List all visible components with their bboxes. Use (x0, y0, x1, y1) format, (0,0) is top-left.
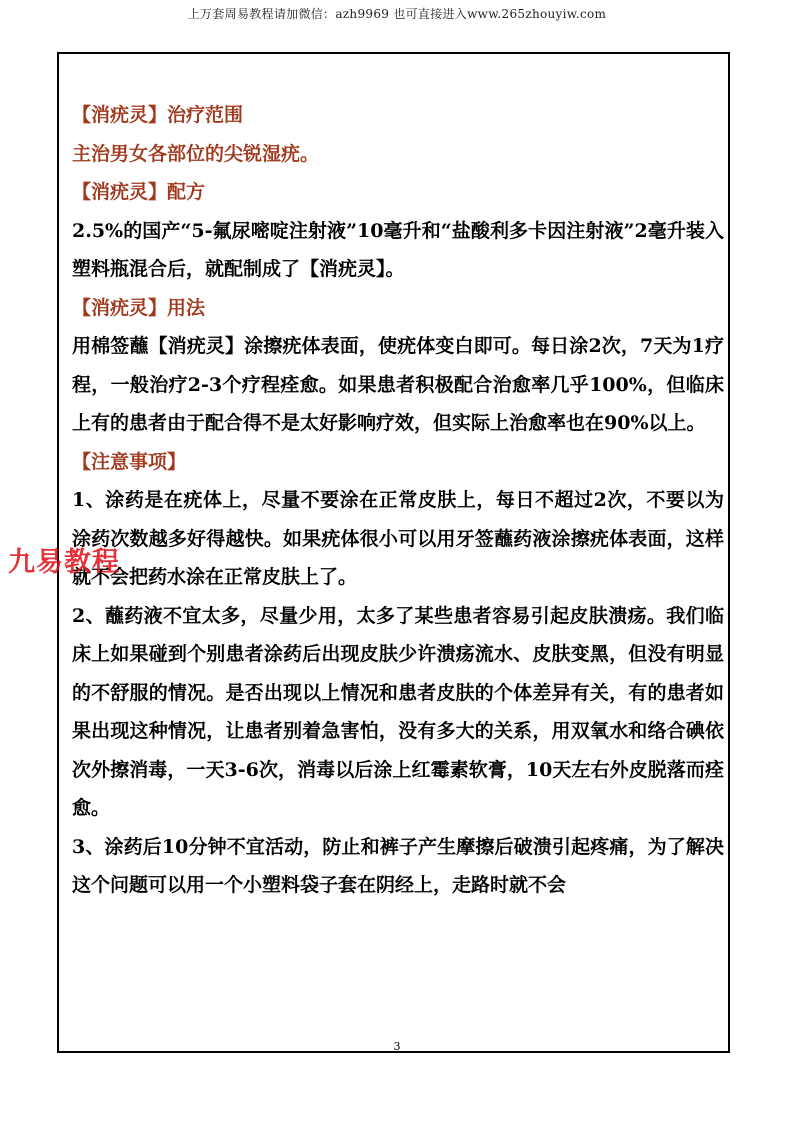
page-header: 上万套周易教程请加微信：azh9969 也可直接进入www.265zhouyiw.com (187, 7, 607, 21)
treatment-scope-text: 主治男女各部位的尖锐湿疣。 (72, 142, 320, 165)
section-heading-usage: 【消疣灵】用法 (72, 296, 206, 319)
precaution-item-2: 2、蘸药液不宜太多，尽量少用，太多了某些患者容易引起皮肤溃疡。我们临床上如果碰到个别患者涂药后出现皮肤少许溃疡流水、皮肤变黑，但没有明显的不舒服的情况。是否出现以上情况和患者皮肤的个体差异有关，有的患者如果出现这种情况，让患者别着急害怕，没有多大的关系，用双氧水和络合碘依次外擦消毒，一天3-6次，消毒以后涂上红霉素软膏，10天左右外皮脱落而痊愈。 (72, 604, 724, 819)
section-heading-precautions: 【注意事项】 (72, 450, 187, 473)
section-heading-formula: 【消疣灵】配方 (72, 181, 206, 203)
precaution-item-3: 3、涂药后10分钟不宜活动，防止和裤子产生摩擦后破溃引起疼痛，为了解决这个问题可以用一个小塑料袋子套在阴经上，走路时就不会 (72, 835, 724, 896)
section-heading-treatment-scope: 【消疣灵】治疗范围 (72, 104, 244, 126)
document-body (72, 96, 724, 905)
watermark-logo: 九易教程 (8, 547, 120, 578)
page-number: 3 (393, 1040, 401, 1053)
precaution-item-1: 1、涂药是在疣体上，尽量不要涂在正常皮肤上，每日不超过2次，不要以为涂药次数越多好得越快。如果疣体很小可以用牙签蘸药液涂擦疣体表面，这样就不会把药水涂在正常皮肤上了。 (72, 489, 724, 588)
formula-text: 2.5%的国产“5-氟尿嘧啶注射液”10毫升和“盐酸利多卡因注射液”2毫升装入塑料瓶混合后，就配制成了【消疣灵】。 (72, 219, 724, 280)
usage-text: 用棉签蘸【消疣灵】涂擦疣体表面，使疣体变白即可。每日涂2次，7天为1疗程，一般治疗2-3个疗程痊愈。如果患者积极配合治愈率几乎100%，但临床上有的患者由于配合得不是太好影响疗效，但实际上治愈率也在90%以上。 (72, 335, 724, 434)
